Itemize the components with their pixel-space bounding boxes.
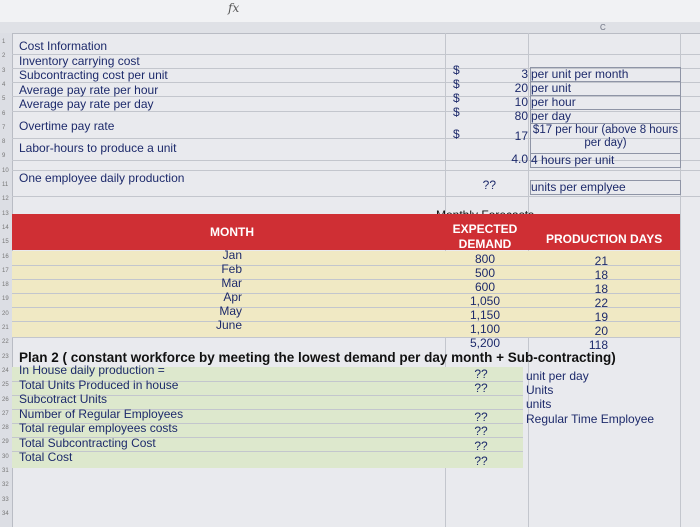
row-number[interactable]: 24	[2, 367, 9, 374]
month-cell: Mar	[221, 276, 242, 290]
row-number[interactable]: 3	[2, 67, 6, 74]
row-number[interactable]: 16	[2, 253, 9, 260]
days-cell[interactable]: 22	[594, 296, 608, 310]
cost-label: One employee daily production	[19, 171, 185, 185]
plan2-value[interactable]: ??	[474, 381, 488, 395]
column-header-c[interactable]: C	[600, 23, 606, 32]
cost-value[interactable]: 4.0	[511, 152, 528, 166]
row-number[interactable]: 9	[2, 153, 6, 160]
plan2-unit: unit per day	[526, 369, 589, 383]
cost-value[interactable]: ??	[482, 178, 496, 192]
plan2-value[interactable]: ??	[474, 439, 488, 453]
cost-label: Inventory carrying cost	[19, 54, 140, 68]
formula-bar[interactable]	[0, 0, 700, 23]
cost-value[interactable]: 80	[514, 109, 528, 123]
row-number[interactable]: 25	[2, 382, 9, 389]
row-number[interactable]: 31	[2, 468, 9, 474]
demand-cell[interactable]: 500	[474, 266, 496, 280]
demand-cell[interactable]: 1,100	[469, 322, 501, 336]
row-number[interactable]: 22	[2, 339, 9, 346]
demand-cell[interactable]: 1,150	[469, 308, 501, 322]
grid-line	[12, 451, 523, 452]
row-number[interactable]: 13	[2, 210, 9, 217]
row-number[interactable]: 5	[2, 96, 6, 103]
row-number[interactable]: 6	[2, 110, 6, 117]
fx-icon[interactable]: fx	[228, 1, 240, 15]
row-number[interactable]: 8	[2, 139, 6, 146]
month-cell: June	[215, 318, 242, 332]
cost-value[interactable]: 3	[521, 67, 528, 81]
currency-symbol: $	[453, 91, 460, 105]
header-production-days: PRODUCTION DAYS	[546, 232, 663, 246]
plan2-value[interactable]: ??	[474, 454, 488, 468]
plan2-title: Plan 2 ( constant workforce by meeting the lowest demand per day month + Sub-contracting)	[19, 350, 616, 365]
row-number[interactable]: 14	[2, 224, 9, 231]
plan2-label: Total Units Produced in house	[19, 378, 179, 392]
cost-value[interactable]: 20	[514, 81, 528, 95]
cost-label: Labor-hours to produce a unit	[19, 141, 177, 155]
cost-unit: per day	[530, 109, 681, 124]
plan2-value[interactable]: ??	[474, 410, 488, 424]
row-number[interactable]: 1	[2, 39, 6, 45]
plan2-unit: units	[526, 397, 552, 411]
demand-cell[interactable]: 600	[474, 280, 496, 294]
demand-cell[interactable]: 1,050	[469, 294, 501, 308]
row-number[interactable]: 26	[2, 396, 9, 403]
month-cell: Feb	[221, 262, 242, 276]
row-number[interactable]: 18	[2, 282, 9, 289]
plan2-unit: Regular Time Employee	[526, 412, 655, 426]
cost-unit: per hour	[530, 95, 681, 110]
days-cell[interactable]: 18	[594, 268, 608, 282]
month-cell: May	[219, 304, 242, 318]
row-number[interactable]: 23	[2, 353, 9, 360]
header-demand-line2: DEMAND	[458, 237, 512, 251]
row-number[interactable]: 7	[2, 124, 6, 131]
row-number[interactable]: 29	[2, 439, 9, 446]
row-number[interactable]: 19	[2, 296, 9, 303]
cost-unit: per unit per month	[530, 67, 681, 82]
row-number[interactable]: 34	[2, 510, 9, 517]
grid-line	[12, 196, 700, 197]
column-header-row	[0, 22, 700, 34]
currency-symbol: $	[453, 63, 460, 77]
cost-value[interactable]: 10	[514, 95, 528, 109]
currency-symbol: $	[453, 127, 460, 141]
month-cell: Jan	[222, 248, 242, 262]
row-number[interactable]: 15	[2, 239, 9, 246]
days-cell[interactable]: 21	[594, 254, 608, 268]
row-number[interactable]: 28	[2, 425, 9, 432]
plan2-label: Number of Regular Employees	[19, 407, 184, 421]
plan2-unit: Units	[526, 383, 554, 397]
days-cell[interactable]: 19	[594, 310, 608, 324]
row-number[interactable]: 30	[2, 453, 9, 460]
cost-info-heading: Cost Information	[19, 39, 108, 53]
plan2-label: Total Subcontracting Cost	[19, 436, 156, 450]
days-total[interactable]: 118	[588, 338, 608, 352]
currency-symbol: $	[453, 105, 460, 119]
plan2-label: Total Cost	[19, 450, 73, 464]
cost-unit: units per emplyee	[530, 180, 681, 195]
cost-value[interactable]: 17	[514, 129, 528, 143]
currency-symbol: $	[453, 77, 460, 91]
month-cell: Apr	[223, 290, 242, 304]
cost-label: Subcontracting cost per unit	[19, 68, 168, 82]
plan2-value[interactable]: ??	[474, 367, 488, 381]
cost-unit: per unit	[530, 81, 681, 96]
plan2-label: In House daily production =	[19, 363, 165, 377]
cost-label: Average pay rate per day	[19, 97, 154, 111]
cost-unit: $17 per hour (above 8 hours per day)	[530, 123, 681, 154]
row-number[interactable]: 32	[2, 482, 9, 489]
header-month: MONTH	[210, 225, 254, 239]
row-number[interactable]: 20	[2, 310, 9, 317]
row-number[interactable]: 4	[2, 81, 6, 88]
demand-cell[interactable]: 800	[474, 252, 496, 266]
cost-unit: 4 hours per unit	[530, 153, 681, 168]
row-number[interactable]: 21	[2, 325, 9, 331]
row-number[interactable]: 17	[2, 267, 9, 274]
days-cell[interactable]: 18	[594, 282, 608, 296]
plan2-label: Subcotract Units	[19, 392, 108, 406]
row-number[interactable]: 33	[2, 496, 9, 503]
days-cell[interactable]: 20	[594, 324, 608, 338]
row-number[interactable]: 2	[2, 53, 6, 60]
cost-label: Overtime pay rate	[19, 119, 115, 133]
plan2-value[interactable]: ??	[474, 424, 488, 438]
plan2-label: Total regular employees costs	[19, 421, 178, 435]
cost-label: Average pay rate per hour	[19, 83, 159, 97]
row-number[interactable]: 27	[2, 410, 9, 417]
row-number[interactable]: 11	[2, 182, 9, 188]
row-number[interactable]: 12	[2, 196, 9, 203]
header-demand-line1: EXPECTED	[452, 222, 518, 236]
demand-total[interactable]: 5,200	[469, 336, 501, 350]
row-number[interactable]: 10	[2, 167, 9, 174]
